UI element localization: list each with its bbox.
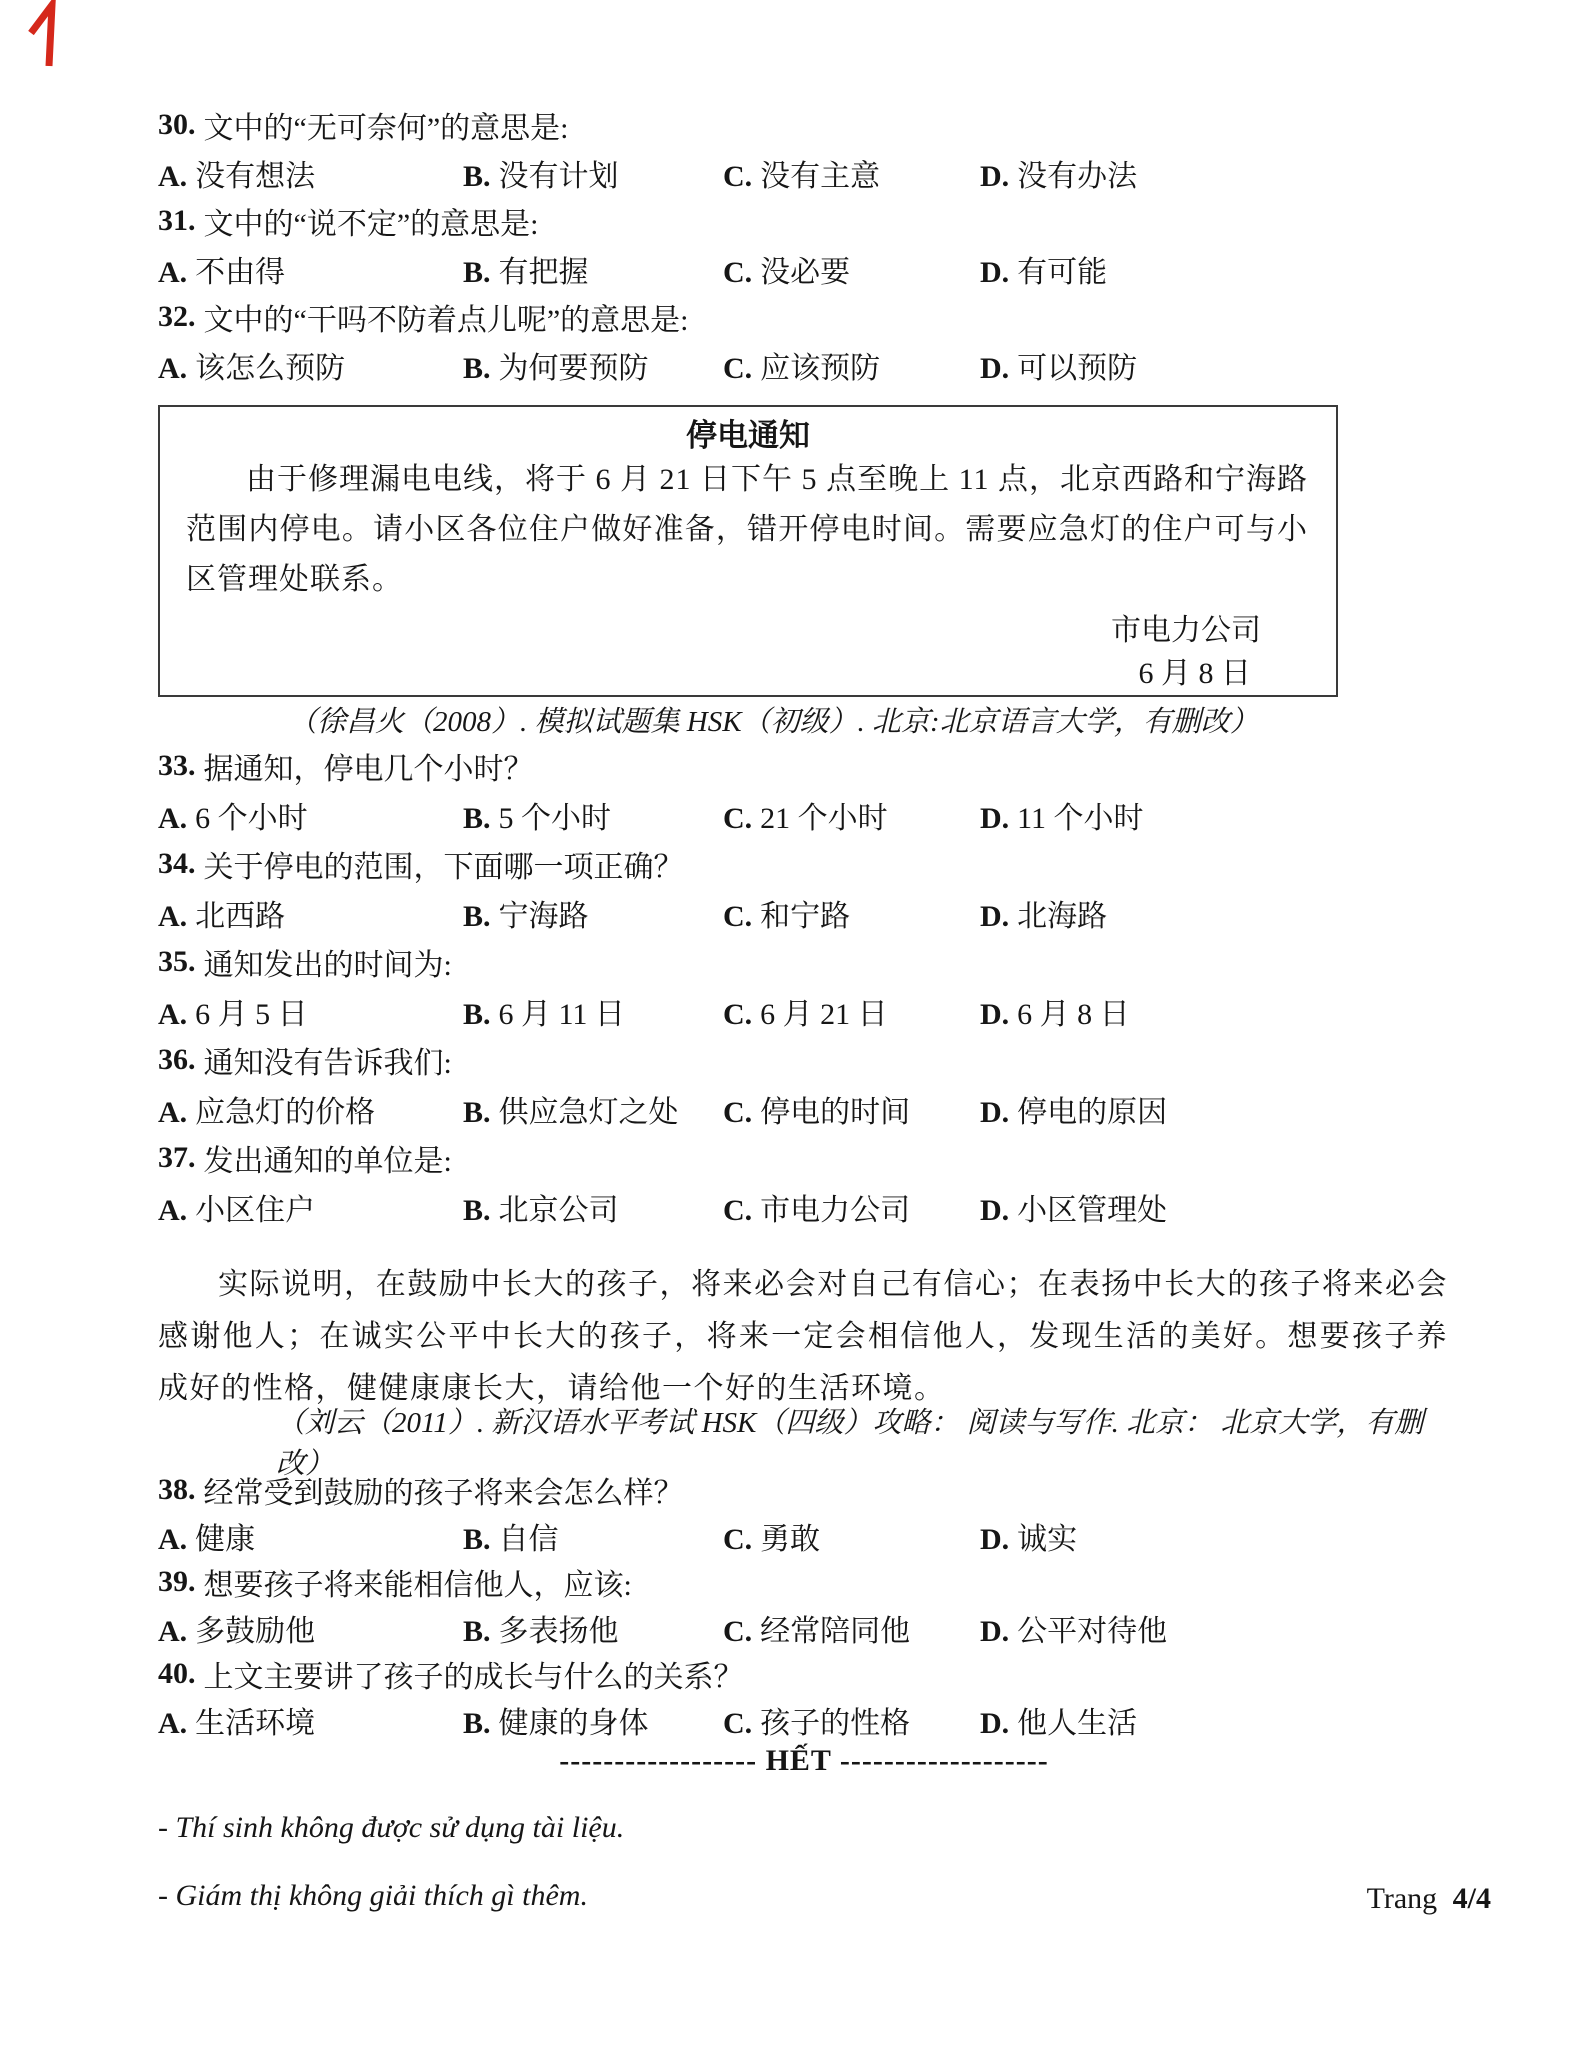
option-c	[723, 891, 980, 935]
question-text-line	[158, 1133, 1450, 1182]
option-text: 北海路	[1017, 899, 1108, 933]
option-b	[463, 891, 723, 935]
options-row	[158, 790, 1450, 839]
question-text-line	[158, 741, 1450, 790]
option-letter: B.	[463, 256, 491, 289]
option-text: 为何要预防	[498, 352, 649, 385]
option-text: 应该预防	[760, 352, 881, 385]
option-text: 可以预防	[1017, 352, 1138, 385]
option-text: 小区住户	[195, 1193, 316, 1227]
page-number	[1367, 1882, 1491, 1916]
option-b	[463, 1606, 723, 1650]
options-row	[158, 149, 1450, 197]
option-text: 停电的原因	[1017, 1095, 1168, 1129]
option-text: 市电力公司	[760, 1193, 911, 1227]
question-number: 40.	[158, 1657, 196, 1690]
option-text: 停电的时间	[760, 1095, 911, 1129]
option-letter: D.	[980, 352, 1010, 385]
option-letter: D.	[980, 1523, 1010, 1556]
option-text: 6 月 11 日	[498, 997, 625, 1031]
option-a	[158, 151, 463, 195]
option-d	[980, 793, 1450, 837]
option-d	[980, 1698, 1450, 1742]
question-block-33	[158, 741, 1450, 839]
option-b	[463, 989, 723, 1033]
option-text: 该怎么预防	[195, 352, 346, 385]
option-text: 5 个小时	[498, 801, 612, 835]
option-text: 他人生活	[1017, 1707, 1138, 1740]
option-text: 孩子的性格	[760, 1707, 911, 1740]
option-text: 多鼓励他	[195, 1615, 316, 1648]
question-text: 发出通知的单位是:	[203, 1144, 452, 1178]
question-number: 31.	[158, 204, 196, 237]
option-letter: A.	[158, 801, 188, 835]
option-letter: A.	[158, 1707, 188, 1740]
option-a	[158, 1698, 463, 1742]
option-letter: C.	[723, 352, 753, 385]
question-block-39	[158, 1559, 1450, 1651]
question-number: 39.	[158, 1565, 196, 1598]
option-letter: B.	[463, 1523, 491, 1556]
question-text: 想要孩子将来能相信他人，应该:	[203, 1569, 632, 1602]
option-d	[980, 1185, 1450, 1229]
options-row	[158, 986, 1450, 1035]
option-text: 生活环境	[195, 1707, 316, 1740]
question-block-35	[158, 937, 1450, 1035]
question-block-34	[158, 839, 1450, 937]
option-letter: A.	[158, 997, 188, 1031]
option-c	[723, 151, 980, 195]
option-text: 健康	[195, 1523, 256, 1556]
question-block-36	[158, 1035, 1450, 1133]
question-text: 文中的“无可奈何”的意思是:	[203, 112, 569, 145]
question-text-line	[158, 1651, 1450, 1697]
notice-date: 6 月 8 日	[1138, 657, 1251, 690]
option-letter: A.	[158, 1523, 188, 1556]
option-text: 6 月 5 日	[195, 997, 308, 1031]
option-text: 勇敢	[760, 1523, 821, 1556]
end-of-exam-marker: ------------------ HẾT -------------------	[559, 1744, 1049, 1777]
option-letter: D.	[980, 160, 1010, 193]
option-letter: A.	[158, 1095, 188, 1129]
page-number-value: 4/4	[1452, 1882, 1491, 1915]
question-text: 关于停电的范围，下面哪一项正确？	[203, 850, 684, 884]
option-letter: C.	[723, 160, 753, 193]
question-number: 35.	[158, 944, 196, 978]
option-letter: C.	[723, 997, 753, 1031]
exam-rules-notes	[158, 1809, 1450, 1915]
option-a	[158, 891, 463, 935]
option-d	[980, 891, 1450, 935]
option-letter: C.	[723, 1193, 753, 1227]
option-text: 有可能	[1017, 256, 1108, 289]
option-d	[980, 1514, 1450, 1558]
option-letter: B.	[463, 1095, 491, 1129]
option-text: 有把握	[498, 256, 589, 289]
reading-passage: 实际说明，在鼓励中长大的孩子，将来必会对自己有信心；在表扬中长大的孩子将来必会感谢他人；在诚实公平中长大的孩子，将来一定会相信他人，发现生活的美好。想要孩子养成好的性格，健健康康长大，请给他一个好的生活环境。	[158, 1268, 1448, 1405]
question-number: 32.	[158, 300, 196, 333]
option-text: 小区管理处	[1017, 1193, 1168, 1227]
option-text: 6 个小时	[195, 801, 308, 835]
options-row	[158, 1182, 1450, 1231]
option-text: 北京公司	[498, 1193, 619, 1227]
option-letter: C.	[723, 256, 753, 289]
option-a	[158, 247, 463, 291]
question-text-line	[158, 1559, 1450, 1605]
option-letter: D.	[980, 1615, 1010, 1648]
option-a	[158, 1606, 463, 1650]
option-text: 经常陪同他	[760, 1615, 911, 1648]
notice-body: 由于修理漏电电线，将于 6 月 21 日下午 5 点至晚上 11 点，北京西路和宁海路范围内停电。请小区各位住户做好准备，错开停电时间。需要应急灯的住户可与小区管理处联系。	[186, 463, 1308, 596]
option-letter: B.	[463, 352, 491, 385]
option-a	[158, 343, 463, 387]
option-letter: B.	[463, 899, 491, 933]
exam-content	[158, 0, 1450, 1945]
option-text: 6 月 8 日	[1017, 997, 1130, 1031]
option-letter: A.	[158, 1193, 188, 1227]
citation-source-2: （刘云（2011）. 新汉语水平考试 HSK（四级）攻略： 阅读与写作. 北京： 北京大学，有删改）	[276, 1407, 1424, 1480]
option-letter: C.	[723, 1523, 753, 1556]
option-a	[158, 793, 463, 837]
question-block-40	[158, 1651, 1450, 1743]
option-c	[723, 1185, 980, 1229]
question-text-line	[158, 197, 1450, 245]
option-text: 没有计划	[498, 160, 619, 193]
option-text: 不由得	[195, 256, 286, 289]
option-letter: D.	[980, 1707, 1010, 1740]
option-text: 和宁路	[760, 899, 851, 933]
question-text-line	[158, 1035, 1450, 1084]
question-text: 上文主要讲了孩子的成长与什么的关系？	[203, 1661, 744, 1694]
option-a	[158, 1087, 463, 1131]
option-text: 北西路	[195, 899, 286, 933]
options-row	[158, 1605, 1450, 1651]
option-letter: D.	[980, 1193, 1010, 1227]
option-text: 多表扬他	[498, 1615, 619, 1648]
option-a	[158, 989, 463, 1033]
option-text: 宁海路	[498, 899, 589, 933]
option-b	[463, 247, 723, 291]
option-b	[463, 1185, 723, 1229]
options-row	[158, 1084, 1450, 1133]
notice-signer: 市电力公司	[1111, 614, 1261, 647]
option-b	[463, 151, 723, 195]
option-letter: B.	[463, 160, 491, 193]
option-text: 没有主意	[760, 160, 881, 193]
question-number: 34.	[158, 846, 196, 880]
exam-note: - Thí sinh không được sử dụng tài liệu.	[158, 1811, 625, 1844]
options-row	[158, 1697, 1450, 1743]
option-text: 没有想法	[195, 160, 316, 193]
option-b	[463, 1087, 723, 1131]
option-c	[723, 1087, 980, 1131]
option-c	[723, 1698, 980, 1742]
option-letter: A.	[158, 256, 188, 289]
question-text-line	[158, 839, 1450, 888]
question-text-line	[158, 293, 1450, 341]
question-text: 文中的“干吗不防着点儿呢”的意思是:	[203, 304, 689, 337]
option-d	[980, 343, 1450, 387]
options-row	[158, 888, 1450, 937]
option-letter: B.	[463, 801, 491, 835]
question-number: 30.	[158, 108, 196, 141]
question-text: 文中的“说不定”的意思是:	[203, 208, 539, 241]
option-c	[723, 989, 980, 1033]
question-text: 通知发出的时间为:	[203, 948, 452, 982]
question-number: 36.	[158, 1042, 196, 1076]
question-block-32	[158, 293, 1450, 389]
question-text: 通知没有告诉我们:	[203, 1046, 452, 1080]
option-d	[980, 1087, 1450, 1131]
option-text: 诚实	[1017, 1523, 1078, 1556]
option-letter: C.	[723, 899, 753, 933]
option-letter: D.	[980, 899, 1010, 933]
question-number: 37.	[158, 1140, 196, 1174]
option-c	[723, 1606, 980, 1650]
question-text-line	[158, 937, 1450, 986]
notice-title: 停电通知	[686, 417, 810, 453]
options-row	[158, 341, 1450, 389]
red-pen-mark-icon	[26, 0, 72, 70]
option-letter: A.	[158, 160, 188, 193]
option-letter: B.	[463, 997, 491, 1031]
option-letter: B.	[463, 1615, 491, 1648]
option-letter: D.	[980, 997, 1010, 1031]
option-b	[463, 1514, 723, 1558]
option-text: 21 个小时	[760, 801, 888, 835]
option-letter: C.	[723, 1615, 753, 1648]
option-letter: A.	[158, 1615, 188, 1648]
option-letter: D.	[980, 1095, 1010, 1129]
option-letter: D.	[980, 256, 1010, 289]
option-text: 6 月 21 日	[760, 997, 888, 1031]
option-c	[723, 1514, 980, 1558]
question-number: 33.	[158, 748, 196, 782]
option-text: 没有办法	[1017, 160, 1138, 193]
option-c	[723, 793, 980, 837]
option-letter: B.	[463, 1193, 491, 1227]
option-c	[723, 343, 980, 387]
question-number: 38.	[158, 1473, 196, 1506]
option-text: 自信	[498, 1523, 559, 1556]
option-text: 应急灯的价格	[195, 1095, 376, 1129]
option-text: 公平对待他	[1017, 1615, 1168, 1648]
option-letter: C.	[723, 1707, 753, 1740]
options-row	[158, 245, 1450, 293]
option-a	[158, 1185, 463, 1229]
option-text: 供应急灯之处	[498, 1095, 679, 1129]
option-d	[980, 989, 1450, 1033]
option-text: 没必要	[760, 256, 851, 289]
question-block-37	[158, 1133, 1450, 1231]
option-letter: B.	[463, 1707, 491, 1740]
options-row	[158, 1513, 1450, 1559]
option-b	[463, 343, 723, 387]
option-d	[980, 1606, 1450, 1650]
question-text: 据通知，停电几个小时？	[203, 752, 534, 786]
page-number-label: Trang	[1366, 1882, 1438, 1915]
option-letter: C.	[723, 1095, 753, 1129]
option-b	[463, 793, 723, 837]
option-d	[980, 247, 1450, 291]
question-text-line	[158, 101, 1450, 149]
question-text: 经常受到鼓励的孩子将来会怎么样？	[203, 1477, 684, 1510]
option-b	[463, 1698, 723, 1742]
option-c	[723, 247, 980, 291]
option-letter: C.	[723, 801, 753, 835]
option-text: 11 个小时	[1017, 801, 1144, 835]
citation-source-1: （徐昌火（2008）. 模拟试题集 HSK（初级）. 北京:北京语言大学，有删改）	[288, 705, 1259, 738]
question-block-31	[158, 197, 1450, 293]
option-a	[158, 1514, 463, 1558]
option-letter: A.	[158, 352, 188, 385]
question-block-30	[158, 101, 1450, 197]
option-letter: D.	[980, 801, 1010, 835]
exam-note: - Giám thị không giải thích gì thêm.	[158, 1879, 588, 1912]
option-text: 健康的身体	[498, 1707, 649, 1740]
power-outage-notice-box	[158, 405, 1338, 697]
option-letter: A.	[158, 899, 188, 933]
option-d	[980, 151, 1450, 195]
